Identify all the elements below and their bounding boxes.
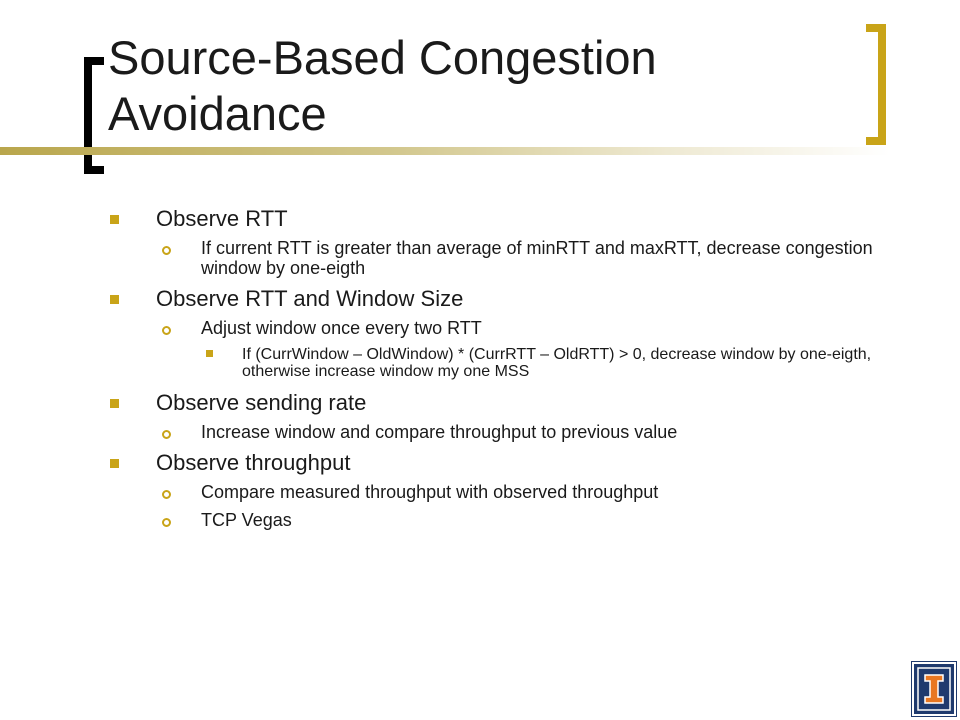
sub-sub-bullet-text: If (CurrWindow – OldWindow) * (CurrRTT – OldRTT) > 0, decrease window by one-eigth, otherwise increase window my one MSS [242, 346, 872, 380]
bullet-text: Observe RTT [156, 206, 288, 231]
title-accent-bar [0, 147, 890, 155]
bullet-text: Observe sending rate [156, 390, 367, 415]
bullet-observe-rtt-window [108, 286, 908, 312]
block-i-logo-icon [912, 662, 956, 716]
sub-bullet-text: Adjust window once every two RTT [201, 318, 482, 338]
sub-bullet-text: Increase window and compare throughput to previous value [201, 422, 678, 442]
slide-title: Source-Based Congestion Avoidance [108, 31, 657, 140]
ring-bullet-icon [162, 321, 171, 341]
ring-bullet-icon [162, 513, 171, 533]
small-square-bullet-icon [206, 350, 213, 357]
bullet-observe-sending-rate [108, 390, 908, 416]
bullet-text: Observe RTT and Window Size [156, 286, 464, 311]
square-bullet-icon [110, 295, 119, 304]
bullet-list [108, 206, 908, 538]
square-bullet-icon [110, 459, 119, 468]
square-bullet-icon [110, 215, 119, 224]
left-bracket-decoration [84, 57, 104, 174]
bullet-observe-rtt [108, 206, 908, 232]
bullet-observe-throughput [108, 450, 908, 476]
ring-bullet-icon [162, 485, 171, 505]
right-bracket-decoration [866, 24, 886, 145]
sub-bullet [108, 318, 908, 338]
bullet-text: Observe throughput [156, 450, 351, 475]
sub-bullet [108, 482, 908, 502]
ring-bullet-icon [162, 241, 171, 261]
sub-sub-bullet [108, 346, 908, 380]
sub-bullet [108, 422, 908, 442]
sub-bullet-text: TCP Vegas [201, 510, 292, 530]
sub-bullet [108, 238, 908, 278]
ring-bullet-icon [162, 425, 171, 445]
sub-bullet [108, 510, 908, 530]
sub-bullet-text: If current RTT is greater than average of minRTT and maxRTT, decrease congestion window by one-eigth [201, 238, 873, 278]
square-bullet-icon [110, 399, 119, 408]
sub-bullet-text: Compare measured throughput with observed throughput [201, 482, 659, 502]
